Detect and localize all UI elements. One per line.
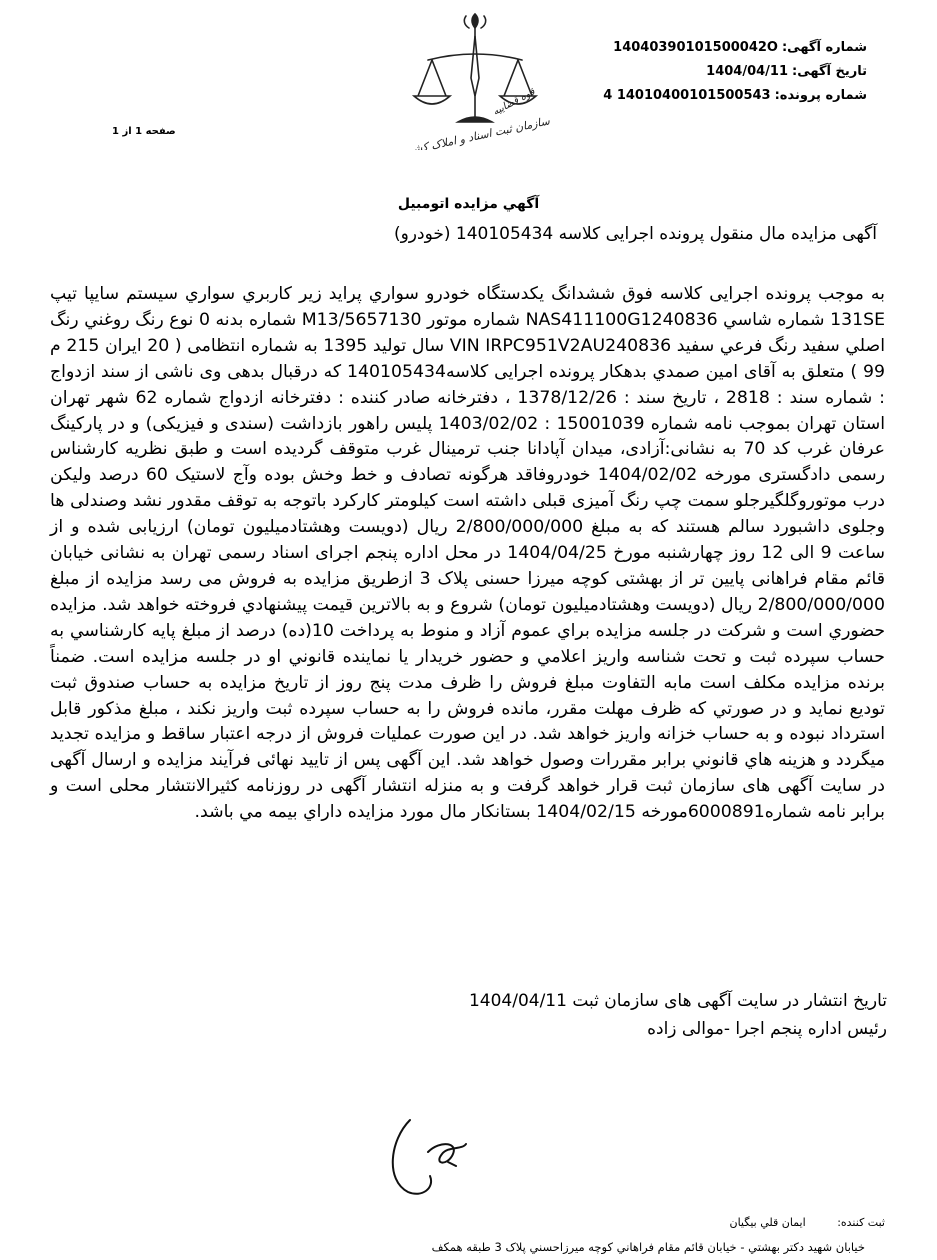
page-number: صفحه 1 از 1 <box>112 126 176 137</box>
registrar-row <box>730 1216 886 1229</box>
ad-number-row <box>613 40 867 55</box>
notice-subtitle: آگهی مزایده مال منقول پرونده اجرایی کلاسه 140105434 (خودرو) <box>393 224 877 244</box>
office-chief-line: رئیس اداره پنجم اجرا -موالی زاده <box>647 1019 887 1039</box>
ad-number: 14040390101500042O <box>613 40 778 55</box>
handwritten-signature <box>330 1080 500 1220</box>
publication-date-line: تاریخ انتشار در سایت آگهی های سازمان ثبت 1404/04/11 <box>468 991 887 1011</box>
ad-date: 1404/04/11 <box>706 64 789 79</box>
emblem-text: قوه قضاییه <box>491 86 537 118</box>
ad-date-label: تاریخ آگهی: <box>792 64 867 79</box>
case-number: 14010400101500543 4 <box>603 88 771 103</box>
notice-title: آگهي مزايده اتومبيل <box>397 196 540 212</box>
case-number-label: شماره پرونده: <box>774 88 867 103</box>
case-number-row <box>603 88 867 103</box>
office-address: خيابان شهيد دکتر بهشتي - خيابان قائم مقام فراهاني کوچه ميرزاحسني پلاک 3 طبقه همکف <box>431 1240 865 1254</box>
notice-body: به موجب پرونده اجرایی کلاسه فوق ششدانگ يکدستگاه خودرو سواري پرايد زير کاربري سواري سيستم سايپا تيپ 131SE شماره شاسي NAS411100G1240836 شماره موتور M13/5657130 شماره بدنه 0 نوع رنگ روغني رنگ اصلي سفيد رنگ فرعي سفيد VIN IRPC951V2AU240836 سال توليد 1395 به شماره انتظامی ( 20 ایران 215 م 99 ) متعلق به آقای امین صمدي بدهكار پرونده اجرايی کلاسه140105434 كه درقبال بدهی وی ناشی از سند ازدواج : شماره سند : 2818 ، تاریخ سند : 1378/12/26 ، دفترخانه صادر کننده : دفترخانه ازدواج شماره 62 شهر تهران استان تهران بموجب نامه شماره 15001039 : 1403/02/02 پلیس راهور بازداشت (سندی و فیزیکی) و در پارکینگ عرفان غرب کد 70 به نشانی:آزادی، میدان آپادانا جنب ترمینال غرب متوقف گردیده است و طبق نظریه کارشناس رسمی دادگستری مورخه 1404/02/02 خودروفاقد هرگونه تصادف و خط وخش بوده وآج لاستیک 60 درصد ولیکن درب موتوروگلگیرجلو سمت چپ رنگ آمیزی قبلی داشته است کیلومتر کارکرد باتوجه به توقف مقدور نشد وصندلی ها وجلوی داشبورد سالم هستند که به مبلغ 2/800/000/000 ریال (دویست وهشتادمیلیون تومان) ارزیابی شده و از ساعت 9 الی 12 روز چهارشنبه مورخ 1404/04/25 در محل اداره پنجم اجرای اسناد رسمی تهران به نشانی خیابان قائم مقام فراهانی پایین تر از بهشتی کوچه میرزا حسنی پلاک 3 ازطریق مزایده به فروش می رسد مزایده از مبلغ 2/800/000/000 ریال (دویست وهشتادمیلیون تومان) شروع و به بالاترين قيمت پيشنهادي فروخته خواهد شد. مزايده حضوري است و شركت در جلسه مزايده براي عموم آزاد و منوط به پرداخت 10(ده) درصد از مبلغ پايه كارشناسي به حساب سپرده ثبت و تحت شناسه واريز اعلامي و حضور خريدار يا نماينده قانوني او در جلسه مزايده است. ضمناً برنده مزايده مكلف است مابه التفاوت مبلغ فروش را ظرف مدت پنج روز از تاريخ مزايده به حساب صندوق ثبت توديع نمايد و در صورتي كه ظرف مهلت مقرر، مانده فروش را به حساب سپرده ثبت واريز نكند ، مبلغ مذكور قابل استرداد نبوده و به حساب خزانه واريز خواهد شد. در اين صورت عمليات فروش از درجه اعتبار ساقط و مزايده تجديد ميگردد و هزينه هاي قانوني برابر مقررات وصول خواهد شد. این آگهی پس از تایید نهائی فرآیند مزایده و ارسال آگهی در سایت آگهی های سازمان ثبت قرار خواهد گرفت و به منزله انتشار آگهی در روزنامه کثیرالانتشار محلی است و برابر نامه شماره6000891مورخه 1404/02/15 بستانكار مال مورد مزايده داراي بيمه مي باشد. <box>50 284 886 823</box>
registrar-name: ايمان قلي بيگيان <box>729 1216 806 1229</box>
ad-date-row <box>706 64 867 79</box>
ad-number-label: شماره آگهی: <box>781 40 867 55</box>
emblem-caption <box>390 110 560 150</box>
emblem-caption-text: سازمان ثبت اسناد و املاک کشور <box>401 114 551 150</box>
registrar-label: ثبت کننده: <box>837 1216 885 1229</box>
